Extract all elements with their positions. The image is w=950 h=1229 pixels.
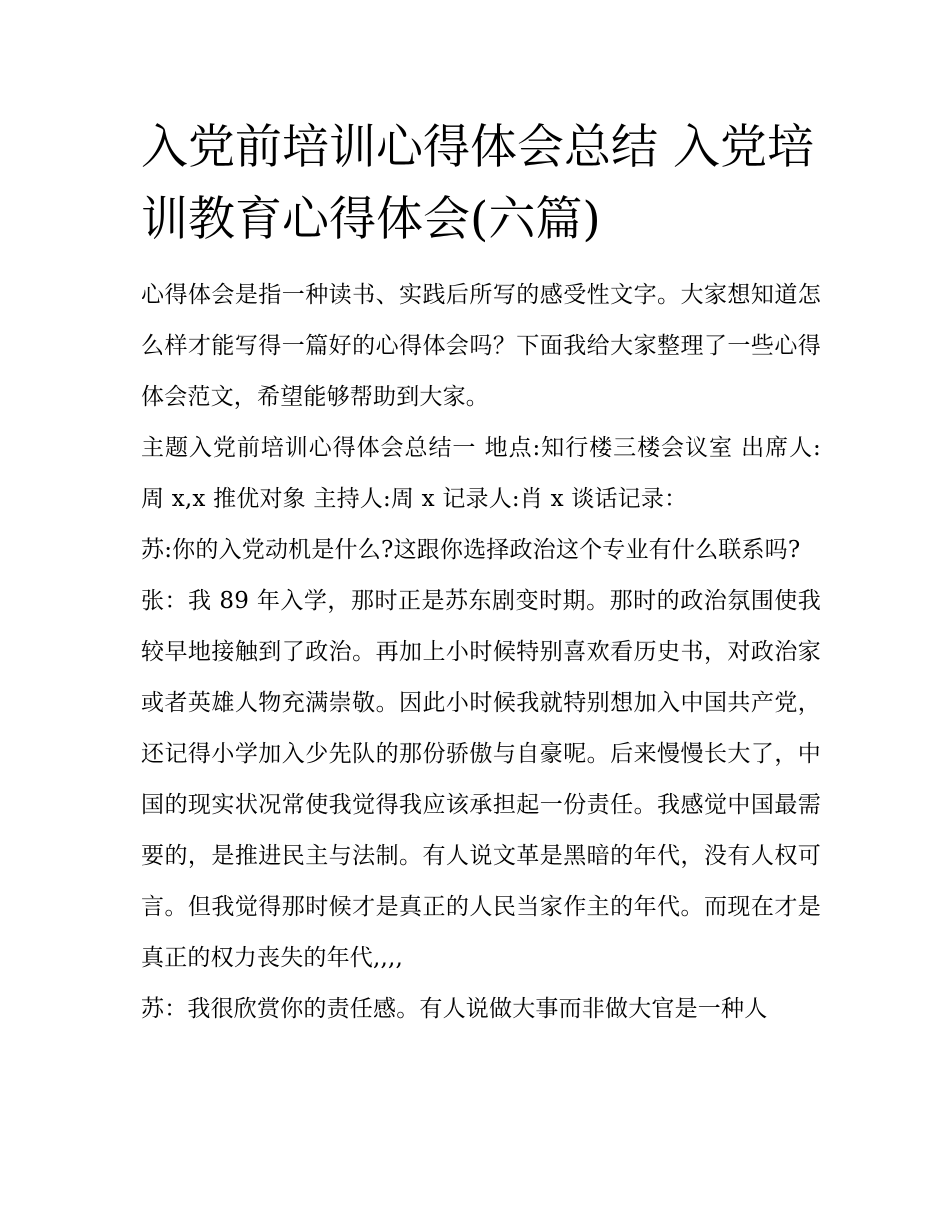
response-paragraph: 苏：我很欣赏你的责任感。有人说做大事而非做大官是一种人 (141, 996, 768, 1022)
document-title: 入党前培训心得体会总结 入党培训教育心得体会(六篇) (141, 120, 814, 247)
intro-paragraph: 心得体会是指一种读书、实践后所写的感受性文字。大家想知道怎么样才能写得一篇好的心得体会吗？下面我给大家整理了一些心得体会范文，希望能够帮助到大家。 (141, 282, 821, 410)
question-paragraph: 苏:你的入党动机是什么?这跟你选择政治这个专业有什么联系吗? (141, 537, 801, 563)
answer-paragraph: 张：我 89 年入学，那时正是苏东剧变时期。那时的政治氛围使我较早地接触到了政治。再加上小时候特别喜欢看历史书，对政治家或者英雄人物充满崇敬。因此小时候我就特别想加入中国共产党，还记得小学加入少先队的那份骄傲与自豪呢。后来慢慢长大了，中国的现实状况常使我觉得我应该承担起一份责任。我感觉中国最需要的，是推进民主与法制。有人说文革是黑暗的年代，没有人权可言。但我觉得那时候才是真正的人民当家作主的年代。而现在才是真正的权力丧失的年代,,,, (141, 588, 821, 971)
document-body (141, 112, 821, 1035)
meeting-info-paragraph: 主题入党前培训心得体会总结一 地点:知行楼三楼会议室 出席人:周 x,x 推优对象 主持人:周 x 记录人:肖 x 谈话记录： (141, 435, 821, 512)
